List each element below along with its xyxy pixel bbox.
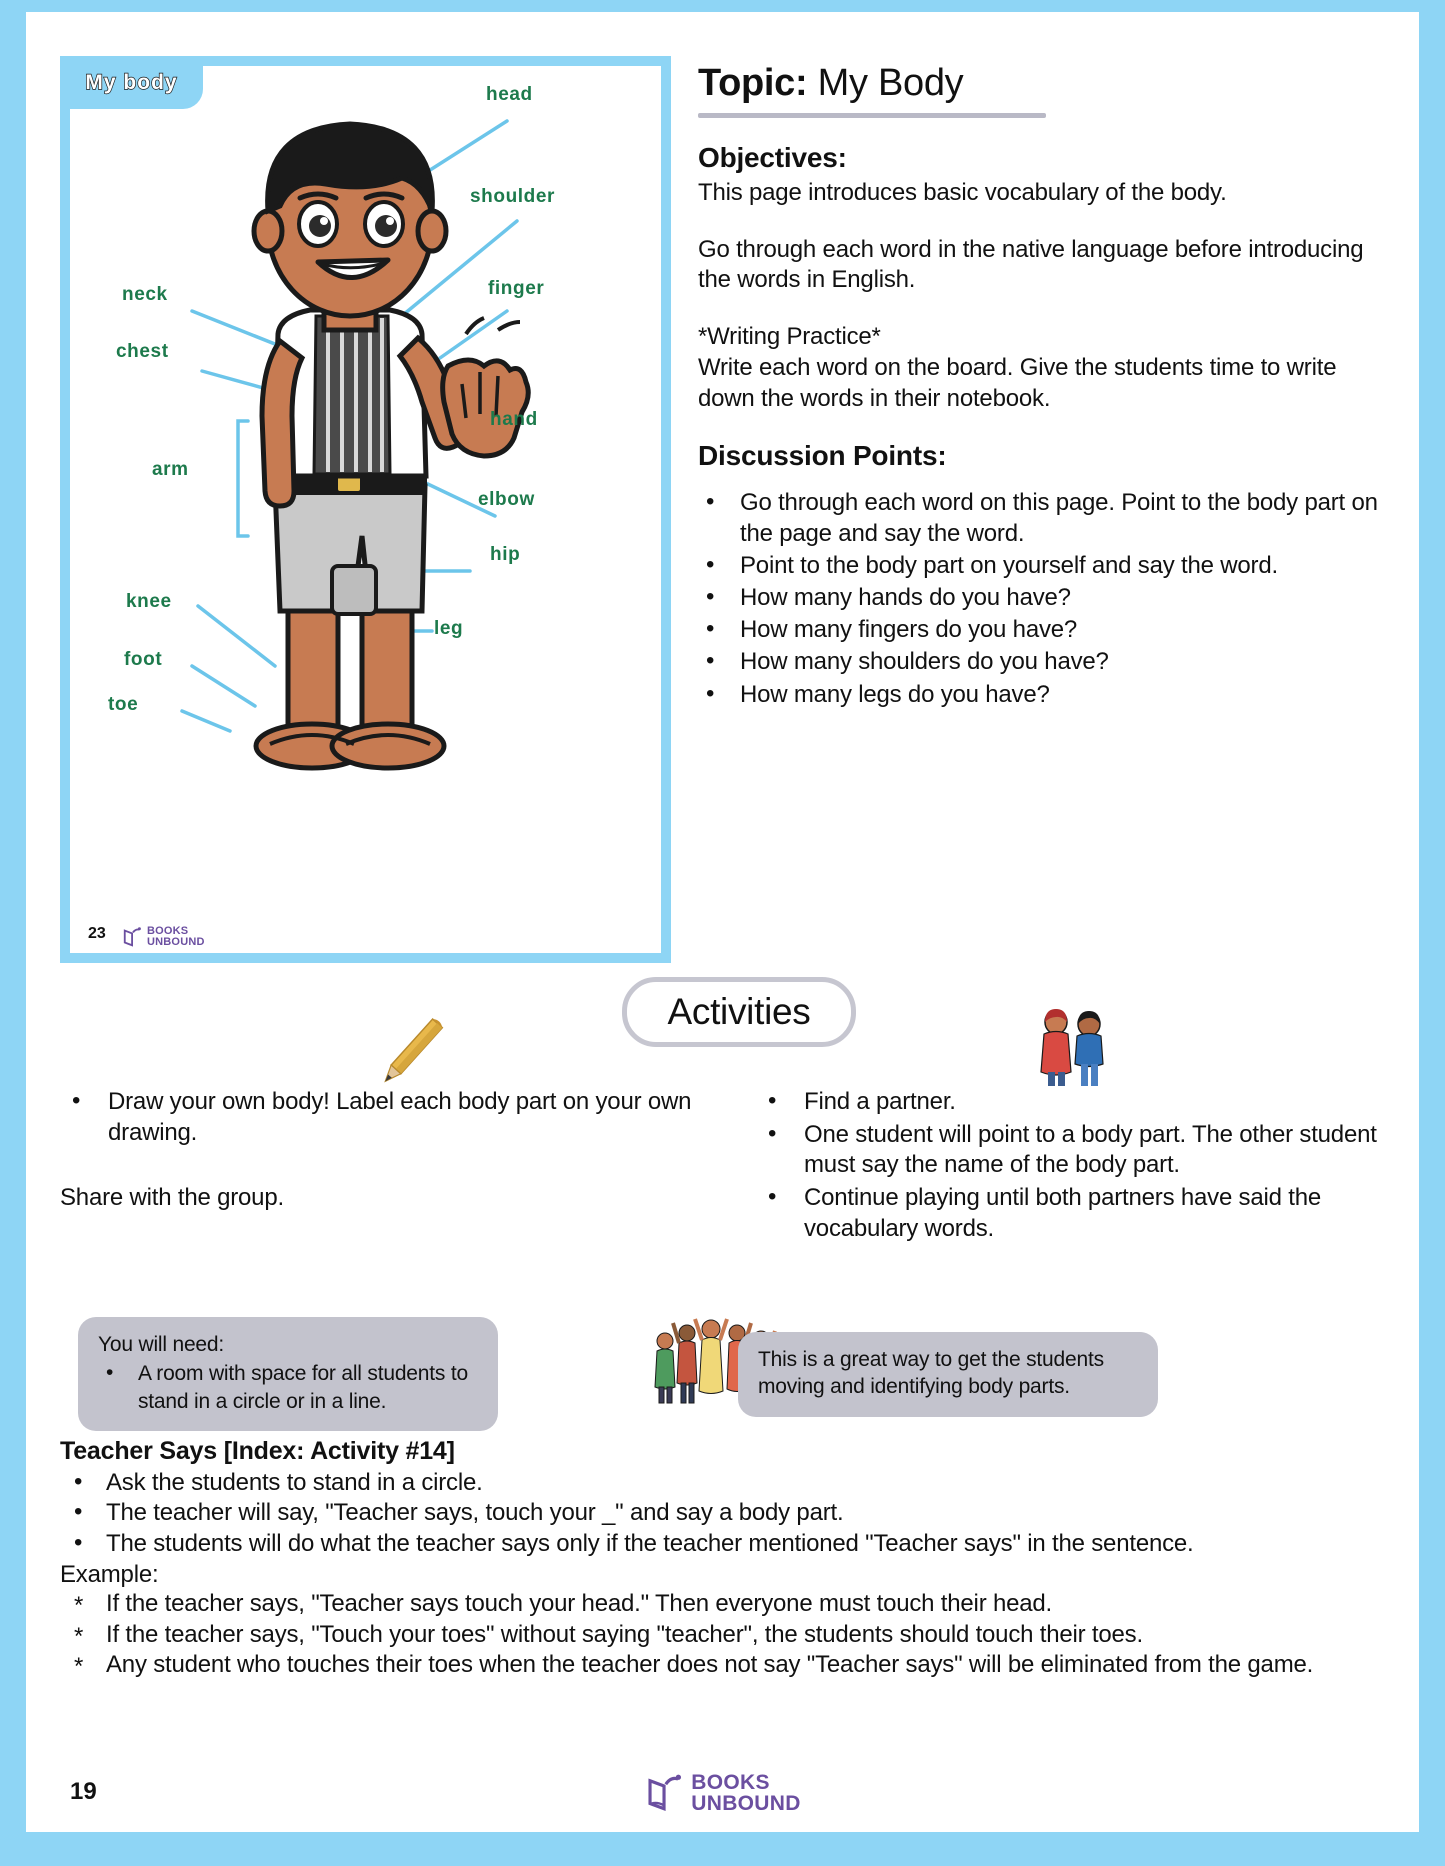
materials-callout-title: You will need: [98,1333,225,1356]
spacer [698,209,1388,235]
boy-figure [254,124,528,768]
label-shoulder: shoulder [470,186,556,207]
label-finger: finger [488,278,545,299]
materials-callout [78,1317,498,1431]
writing-practice-label: *Writing Practice* [698,323,881,351]
list-item: • How many legs do you have? [698,680,1388,710]
label-hand: hand [490,409,538,430]
list-item: • One student will point to a body part. The other student must say the name of the body part. [756,1120,1386,1181]
list-item: * If the teacher says, "Touch your toes" without saying "teacher", the students should touch their toes. [60,1620,1380,1650]
body-illustration [70,66,661,953]
activity-right-column [756,1087,1386,1247]
footer-page-number: 19 [70,1778,97,1805]
teacher-says-section [60,1437,1380,1681]
tip-callout [738,1332,1158,1417]
example-label: Example: [60,1561,159,1589]
topic-name: My Body [817,62,964,104]
list-item: • Go through each word on this page. Point to the body part on the page and say the word. [698,488,1388,548]
topic-prefix: Topic: [698,62,808,104]
label-leg: leg [434,618,464,639]
list-item: • Draw your own body! Label each body part on your own drawing. [60,1087,720,1148]
writing-practice-text: Write each word on the board. Give the students time to write down the words in their notebook. [698,353,1337,412]
teacher-says-list [60,1468,1380,1559]
list-item: • How many shoulders do you have? [698,647,1388,677]
objectives-heading: Objectives: [698,142,847,173]
book-icon [644,1772,686,1814]
diagram-page-number: 23 [88,925,106,942]
spacer [698,414,1388,440]
list-item: • How many fingers do you have? [698,615,1388,645]
list-item: • Ask the students to stand in a circle. [60,1468,1380,1498]
diagram-logo-line2: UNBOUND [147,936,205,948]
footer-logo-line1: BOOKS [691,1771,770,1794]
label-head: head [486,84,533,105]
label-foot: foot [124,649,163,670]
diagram-logo [122,926,205,948]
objectives-para-1: This page introduces basic vocabulary of the body. [698,179,1227,206]
pencil-icon [366,1007,456,1097]
diagram-logo-line1: BOOKS [147,925,189,937]
activity-left-list [60,1087,720,1148]
label-chest: chest [116,341,169,362]
list-item: • The students will do what the teacher says only if the teacher mentioned "Teacher says" in the sentence. [60,1529,1380,1559]
activities-banner [622,977,856,1047]
spacer [698,296,1388,322]
page-title [698,62,1388,105]
label-neck: neck [122,284,168,305]
footer-logo [644,1772,800,1814]
two-students-icon [1026,1002,1118,1094]
body-diagram-panel [60,56,671,963]
label-hip: hip [490,544,521,565]
list-item: * Any student who touches their toes when the teacher does not say "Teacher says" will be eliminated from the game. [60,1650,1380,1680]
my-body-tab-label: My body [85,70,178,94]
materials-callout-list [98,1360,478,1415]
list-item: • The teacher will say, "Teacher says, touch your _" and say a body part. [60,1498,1380,1528]
list-item: • Find a partner. [756,1087,1386,1118]
label-toe: toe [108,694,139,715]
activity-right-list [756,1087,1386,1245]
title-divider [698,113,1046,118]
tip-callout-text: This is a great way to get the students moving and identifying body parts. [758,1348,1104,1399]
label-elbow: elbow [478,489,535,510]
activity-left-column [60,1087,720,1212]
label-arm: arm [152,459,189,480]
book-icon [122,926,144,948]
body-diagram-canvas [70,66,661,953]
list-item: * If the teacher says, "Teacher says touch your head." Then everyone must touch their head. [60,1589,1380,1619]
objectives-para-2: Go through each word in the native language before introducing the words in English. [698,235,1364,294]
page-content [26,12,1419,1832]
activities-banner-label: Activities [667,991,811,1032]
list-item: • Continue playing until both partners have said the vocabulary words. [756,1183,1386,1244]
label-knee: knee [126,591,172,612]
list-item: • How many hands do you have? [698,583,1388,613]
discussion-list [698,488,1388,710]
activity-left-note: Share with the group. [60,1184,284,1212]
lesson-text-column [698,62,1388,712]
teacher-says-heading: Teacher Says [Index: Activity #14] [60,1437,455,1465]
teacher-says-examples [60,1589,1380,1680]
list-item: • A room with space for all students to stand in a circle or in a line. [98,1360,478,1415]
list-item: • Point to the body part on yourself and say the word. [698,551,1388,581]
discussion-heading: Discussion Points: [698,440,947,472]
footer-logo-line2: UNBOUND [691,1792,801,1815]
